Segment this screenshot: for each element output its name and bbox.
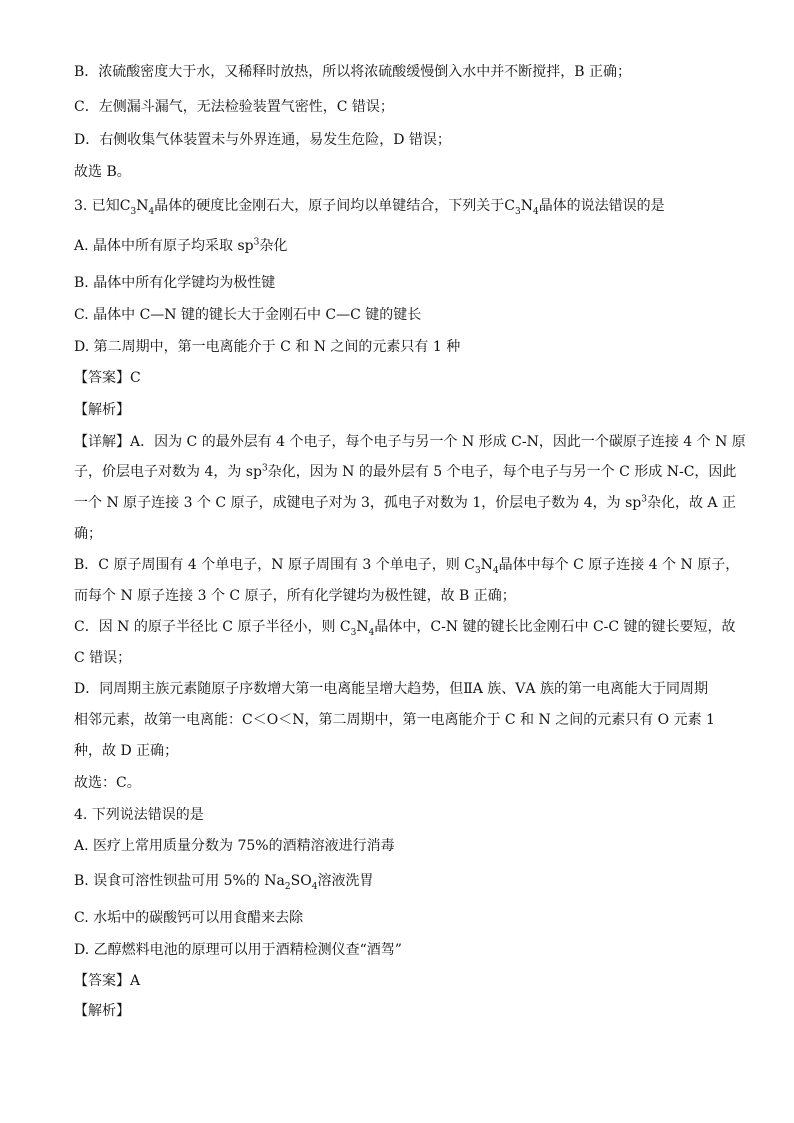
subscript: 3: [514, 206, 521, 217]
text-line: 确；: [74, 526, 102, 542]
text-line: B．浓硫酸密度大于水，又稀释时放热，所以将浓硫酸缓慢倒入水中并不断搅拌，B 正确；: [74, 64, 632, 80]
text: 晶体中每个 C 原子连接 4 个 N 原子，: [498, 557, 740, 573]
option-b: B. 晶体中所有化学键均为极性键: [74, 275, 276, 291]
text-line: 故选 B。: [74, 164, 131, 180]
answer-label: 【答案】A: [74, 973, 141, 989]
text-line: C．左侧漏斗漏气，无法检验装置气密性，C 错误；: [74, 99, 394, 115]
subscript: 4: [492, 565, 499, 576]
text-line: [74, 493, 736, 513]
text-line: 种，故 D 正确；: [74, 743, 179, 759]
text-line: [74, 617, 736, 637]
option-c: C. 晶体中 C—N 键的键长大于金刚石中 C—C 键的键长: [74, 307, 422, 323]
text-line: 【详解】A．因为 C 的最外层有 4 个电子，每个电子与另一个 N 形成 C-N，因此一个碳原子连接 4 个 N 原: [74, 434, 746, 450]
subscript: 3: [130, 206, 137, 217]
text: A. 晶体中所有原子均采取 sp: [74, 238, 254, 254]
text: 晶体的硬度比金刚石大，原子间均以单键结合，下列关于C: [154, 198, 515, 214]
analysis-label: 【解析】: [74, 1003, 130, 1019]
text: 杂化，故 A 正: [646, 495, 736, 511]
text-line: [74, 555, 739, 575]
subscript: 4: [368, 627, 375, 638]
subscript: 3: [474, 565, 481, 576]
text: 溶液洗胃: [317, 873, 374, 889]
text: N: [520, 198, 533, 214]
text-line: C 错误；: [74, 650, 132, 666]
analysis-label: 【解析】: [74, 402, 130, 418]
text: N: [356, 619, 369, 635]
subscript: 4: [532, 206, 539, 217]
option-a: [74, 236, 287, 256]
text-line: 故选：C。: [74, 775, 141, 791]
text: C．因 N 的原子半径比 C 原子半径小，则 C: [74, 619, 351, 635]
text: 3. 已知C: [74, 198, 131, 214]
text: N: [136, 198, 149, 214]
subscript: 3: [350, 627, 357, 638]
option-a: A. 医疗上常用质量分数为 75%的酒精溶液进行消毒: [74, 838, 395, 854]
text: 杂化，因为 N 的最外层有 5 个电子，每个电子与另一个 C 形成 N-C，因此: [267, 464, 737, 480]
option-c: C. 水垢中的碳酸钙可以用食醋来去除: [74, 910, 304, 926]
text-line: D．同周期主族元素随原子序数增大第一电离能呈增大趋势，但ⅡA 族、ⅤA 族的第一电离能大于同周期: [74, 681, 708, 697]
subscript: 4: [311, 881, 318, 892]
text: 晶体中，C-N 键的键长比金刚石中 C-C 键的键长要短，故: [374, 619, 736, 635]
text: 一个 N 原子连接 3 个 C 原子，成键电子对为 3，孤电子对数为 1，价层电子数为 4，为 sp: [74, 495, 642, 511]
text-line: 而每个 N 原子连接 3 个 C 原子，所有化学键均为极性键，故 B 正确；: [74, 588, 516, 604]
text: SO: [290, 873, 312, 889]
answer-label: 【答案】C: [74, 370, 141, 386]
text: B．C 原子周围有 4 个单电子，N 原子周围有 3 个单电子，则 C: [74, 557, 475, 573]
subscript: 2: [284, 881, 291, 892]
text-line: 相邻元素，故第一电离能：C＜O＜N，第二周期中，第一电离能介于 C 和 N 之间的元素只有 O 元素 1: [74, 712, 715, 728]
text-line: [74, 462, 736, 482]
text: B. 误食可溶性钡盐可用 5%的 Na: [74, 873, 285, 889]
subscript: 4: [148, 206, 155, 217]
text: 晶体的说法错误的是: [538, 198, 665, 214]
option-d: D. 乙醇燃料电池的原理可以用于酒精检测仪查“酒驾”: [74, 942, 402, 958]
superscript: 3: [253, 237, 260, 248]
text: 子，价层电子对数为 4，为 sp: [74, 464, 262, 480]
question-4-stem: 4. 下列说法错误的是: [74, 807, 204, 823]
text: N: [480, 557, 493, 573]
option-b: [74, 871, 373, 891]
question-3-stem: [74, 196, 665, 216]
superscript: 3: [641, 494, 647, 505]
superscript: 3: [261, 463, 268, 474]
text: 杂化: [259, 238, 288, 254]
text-line: D．右侧收集气体装置未与外界连通，易发生危险，D 错误；: [74, 132, 451, 148]
option-d: D. 第二周期中，第一电离能介于 C 和 N 之间的元素只有 1 种: [74, 339, 461, 355]
